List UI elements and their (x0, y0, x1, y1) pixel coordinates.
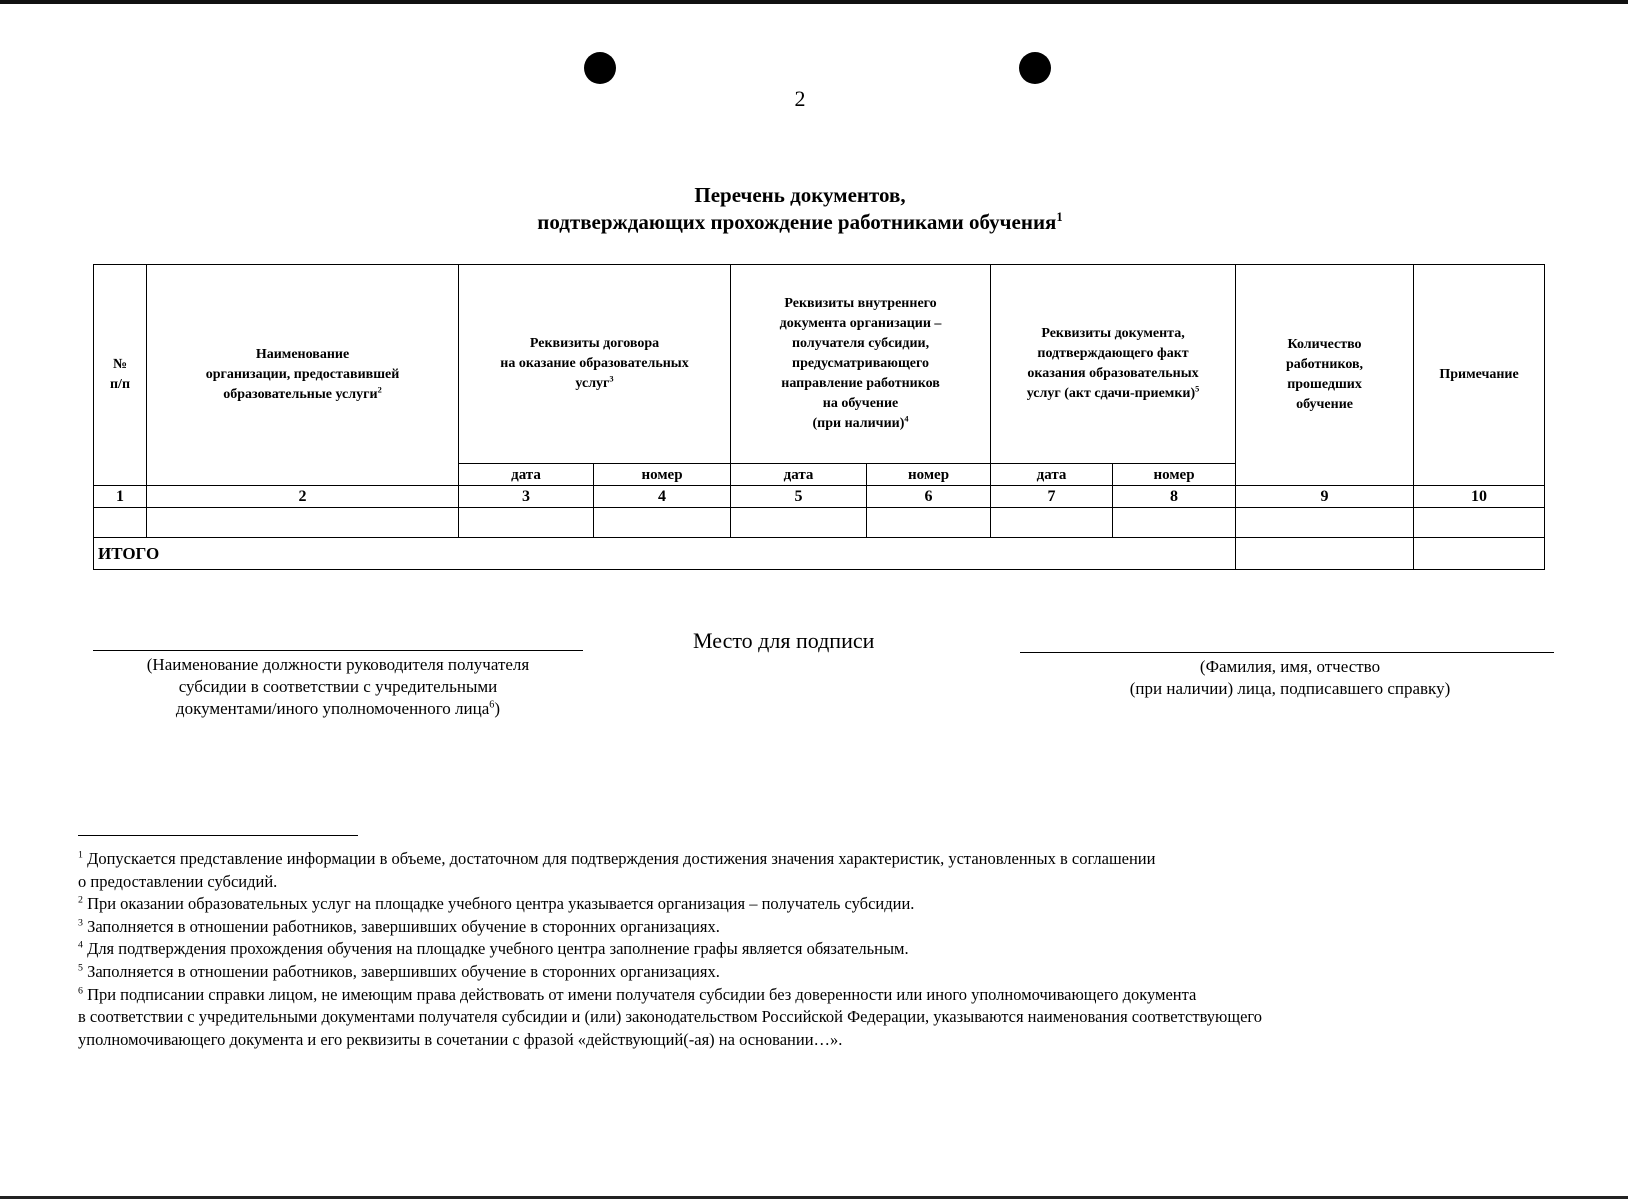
footnotes (78, 848, 1498, 1051)
column-number: 6 (867, 486, 991, 508)
footnote-mark: 6 (78, 985, 83, 997)
header-line: на обучение (822, 396, 899, 411)
footnote-mark: 5 (78, 962, 83, 974)
footnote-2 (78, 893, 1498, 916)
header-number-line: п/п (109, 377, 131, 392)
subheader-number: номер (594, 464, 731, 486)
footnote-6-continued: в соответствии с учредительными документами получателя субсидии и (или) законодательством Российской Федерации, указываются наименования соответствующего (78, 1007, 1263, 1027)
header-acceptance-act (991, 265, 1236, 464)
footnote-1 (78, 848, 1498, 871)
subheader-number: номер (1113, 464, 1236, 486)
document-title (0, 182, 1600, 236)
footnote-ref-4: 4 (904, 414, 909, 424)
table-cell[interactable] (991, 508, 1113, 538)
header-row (94, 265, 1545, 464)
page-number: 2 (794, 86, 806, 111)
table-cell[interactable] (94, 508, 147, 538)
footnote-ref-5: 5 (1195, 384, 1200, 394)
table-cell[interactable] (1414, 508, 1545, 538)
column-numbers-row (94, 486, 1545, 508)
scan-top-edge (0, 0, 1628, 4)
header-line (733, 414, 988, 434)
punch-hole-left (584, 52, 616, 84)
footnote-ref-1: 1 (1056, 210, 1063, 224)
header-line (993, 384, 1233, 404)
column-number: 7 (991, 486, 1113, 508)
caption-line (93, 698, 583, 720)
footnote-6-continued: уполномочивающего документа и его реквизиты в сочетании с фразой «действующий(-ая) на основании…». (78, 1029, 843, 1049)
scan-bottom-edge (0, 1196, 1628, 1199)
header-line: оказания образовательных (1027, 366, 1199, 381)
table-cell[interactable] (594, 508, 731, 538)
footnote-mark: 4 (78, 939, 83, 951)
header-line (461, 374, 728, 394)
header-line-text: образовательные услуги (223, 387, 378, 402)
position-signature-line (93, 650, 583, 651)
footnote-ref-6: 6 (489, 699, 495, 711)
title-line-2 (0, 209, 1600, 236)
header-line: обучение (1296, 397, 1353, 412)
footnote-text: При оказании образовательных услуг на площадке учебного центра указывается организация – получатель субсидии. (87, 894, 915, 914)
total-note-cell[interactable] (1414, 538, 1545, 570)
footnote-3 (78, 916, 1498, 939)
footnote-text: Заполняется в отношении работников, завершивших обучение в сторонних организациях. (87, 916, 720, 936)
footnote-6 (78, 984, 1498, 1007)
caption-tail: ) (494, 699, 501, 718)
caption-line-text: документами/иного уполномоченного лица (175, 699, 490, 718)
header-line: организации, предоставившей (205, 367, 400, 382)
caption-line: (при наличии) лица, подписавшего справку) (1129, 679, 1451, 698)
table-cell[interactable] (867, 508, 991, 538)
header-note: Примечание (1414, 265, 1545, 486)
footnote-mark: 1 (78, 849, 83, 861)
header-line: Реквизиты внутреннего (784, 296, 937, 311)
column-number: 10 (1414, 486, 1545, 508)
footnote-text: Допускается представление информации в объеме, достаточном для подтверждения достижения значения характеристик, установленных в соглашении (87, 849, 1156, 868)
punch-hole-right (1019, 52, 1051, 84)
header-organization (147, 265, 459, 486)
footnote-1-continued: о предоставлении субсидий. (78, 871, 278, 891)
title-line-2-text: подтверждающих прохождение работниками обучения (537, 210, 1057, 234)
header-line: получателя субсидии, (791, 336, 930, 351)
header-line: Реквизиты договора (529, 336, 660, 351)
table-cell[interactable] (1236, 508, 1414, 538)
table-row (94, 508, 1545, 538)
header-line-text: услуг (акт сдачи-приемки) (1026, 386, 1196, 401)
table-cell[interactable] (731, 508, 867, 538)
subheader-date: дата (459, 464, 594, 486)
header-line: Количество (1287, 337, 1362, 352)
total-count-cell[interactable] (1236, 538, 1414, 570)
header-employee-count (1236, 265, 1414, 486)
footnote-mark: 2 (78, 894, 83, 906)
caption-line: (Наименование должности руководителя получателя (146, 655, 530, 674)
caption-line: (Фамилия, имя, отчество (1199, 657, 1381, 676)
header-number (94, 265, 147, 486)
footnote-ref-2: 2 (377, 385, 382, 395)
caption-line: субсидии в соответствии с учредительными (178, 677, 498, 696)
column-number: 2 (147, 486, 459, 508)
column-number: 9 (1236, 486, 1414, 508)
footnote-text: Для подтверждения прохождения обучения на площадке учебного центра заполнение графы является обязательным. (87, 939, 909, 959)
header-line: Реквизиты документа, (1041, 326, 1185, 341)
footnote-ref-3: 3 (609, 374, 614, 384)
footnote-text: При подписании справки лицом, не имеющим права действовать от имени получателя субсидии без доверенности или иного уполномочивающего документа (87, 984, 1197, 1004)
footnote-mark: 3 (78, 917, 83, 929)
title-line-1: Перечень документов, (694, 183, 906, 207)
header-line: предусматривающего (792, 356, 930, 371)
column-number: 4 (594, 486, 731, 508)
header-contract (459, 265, 731, 464)
column-number: 3 (459, 486, 594, 508)
header-line: Наименование (255, 347, 350, 362)
total-row (94, 538, 1545, 570)
total-label: ИТОГО (94, 538, 1236, 570)
footnote-text: Заполняется в отношении работников, завершивших обучение в сторонних организациях. (87, 961, 720, 981)
table-cell[interactable] (147, 508, 459, 538)
header-line: направление работников (781, 376, 940, 391)
column-number: 5 (731, 486, 867, 508)
position-caption (93, 654, 583, 720)
header-line: работников, (1286, 357, 1364, 372)
footnote-4 (78, 938, 1498, 961)
header-line: подтверждающего факт (1037, 346, 1189, 361)
footnote-5 (78, 961, 1498, 984)
header-line-text: (при наличии) (812, 416, 905, 431)
subheader-date: дата (731, 464, 867, 486)
footnote-separator (78, 835, 358, 836)
column-number: 1 (94, 486, 147, 508)
subheader-date: дата (991, 464, 1113, 486)
header-line (149, 385, 456, 405)
header-internal-document (731, 265, 991, 464)
documents-table (93, 264, 1545, 570)
header-line: документа организации – (779, 316, 942, 331)
subheader-number: номер (867, 464, 991, 486)
table-cell[interactable] (459, 508, 594, 538)
signature-place: Место для подписи (693, 628, 875, 653)
header-line: прошедших (1287, 377, 1362, 392)
name-signature-line (1020, 652, 1554, 653)
header-number-line: № (112, 357, 128, 372)
name-caption (1050, 656, 1530, 700)
header-line-text: услуг (575, 376, 610, 391)
table-cell[interactable] (1113, 508, 1236, 538)
header-line: на оказание образовательных (500, 356, 689, 371)
column-number: 8 (1113, 486, 1236, 508)
